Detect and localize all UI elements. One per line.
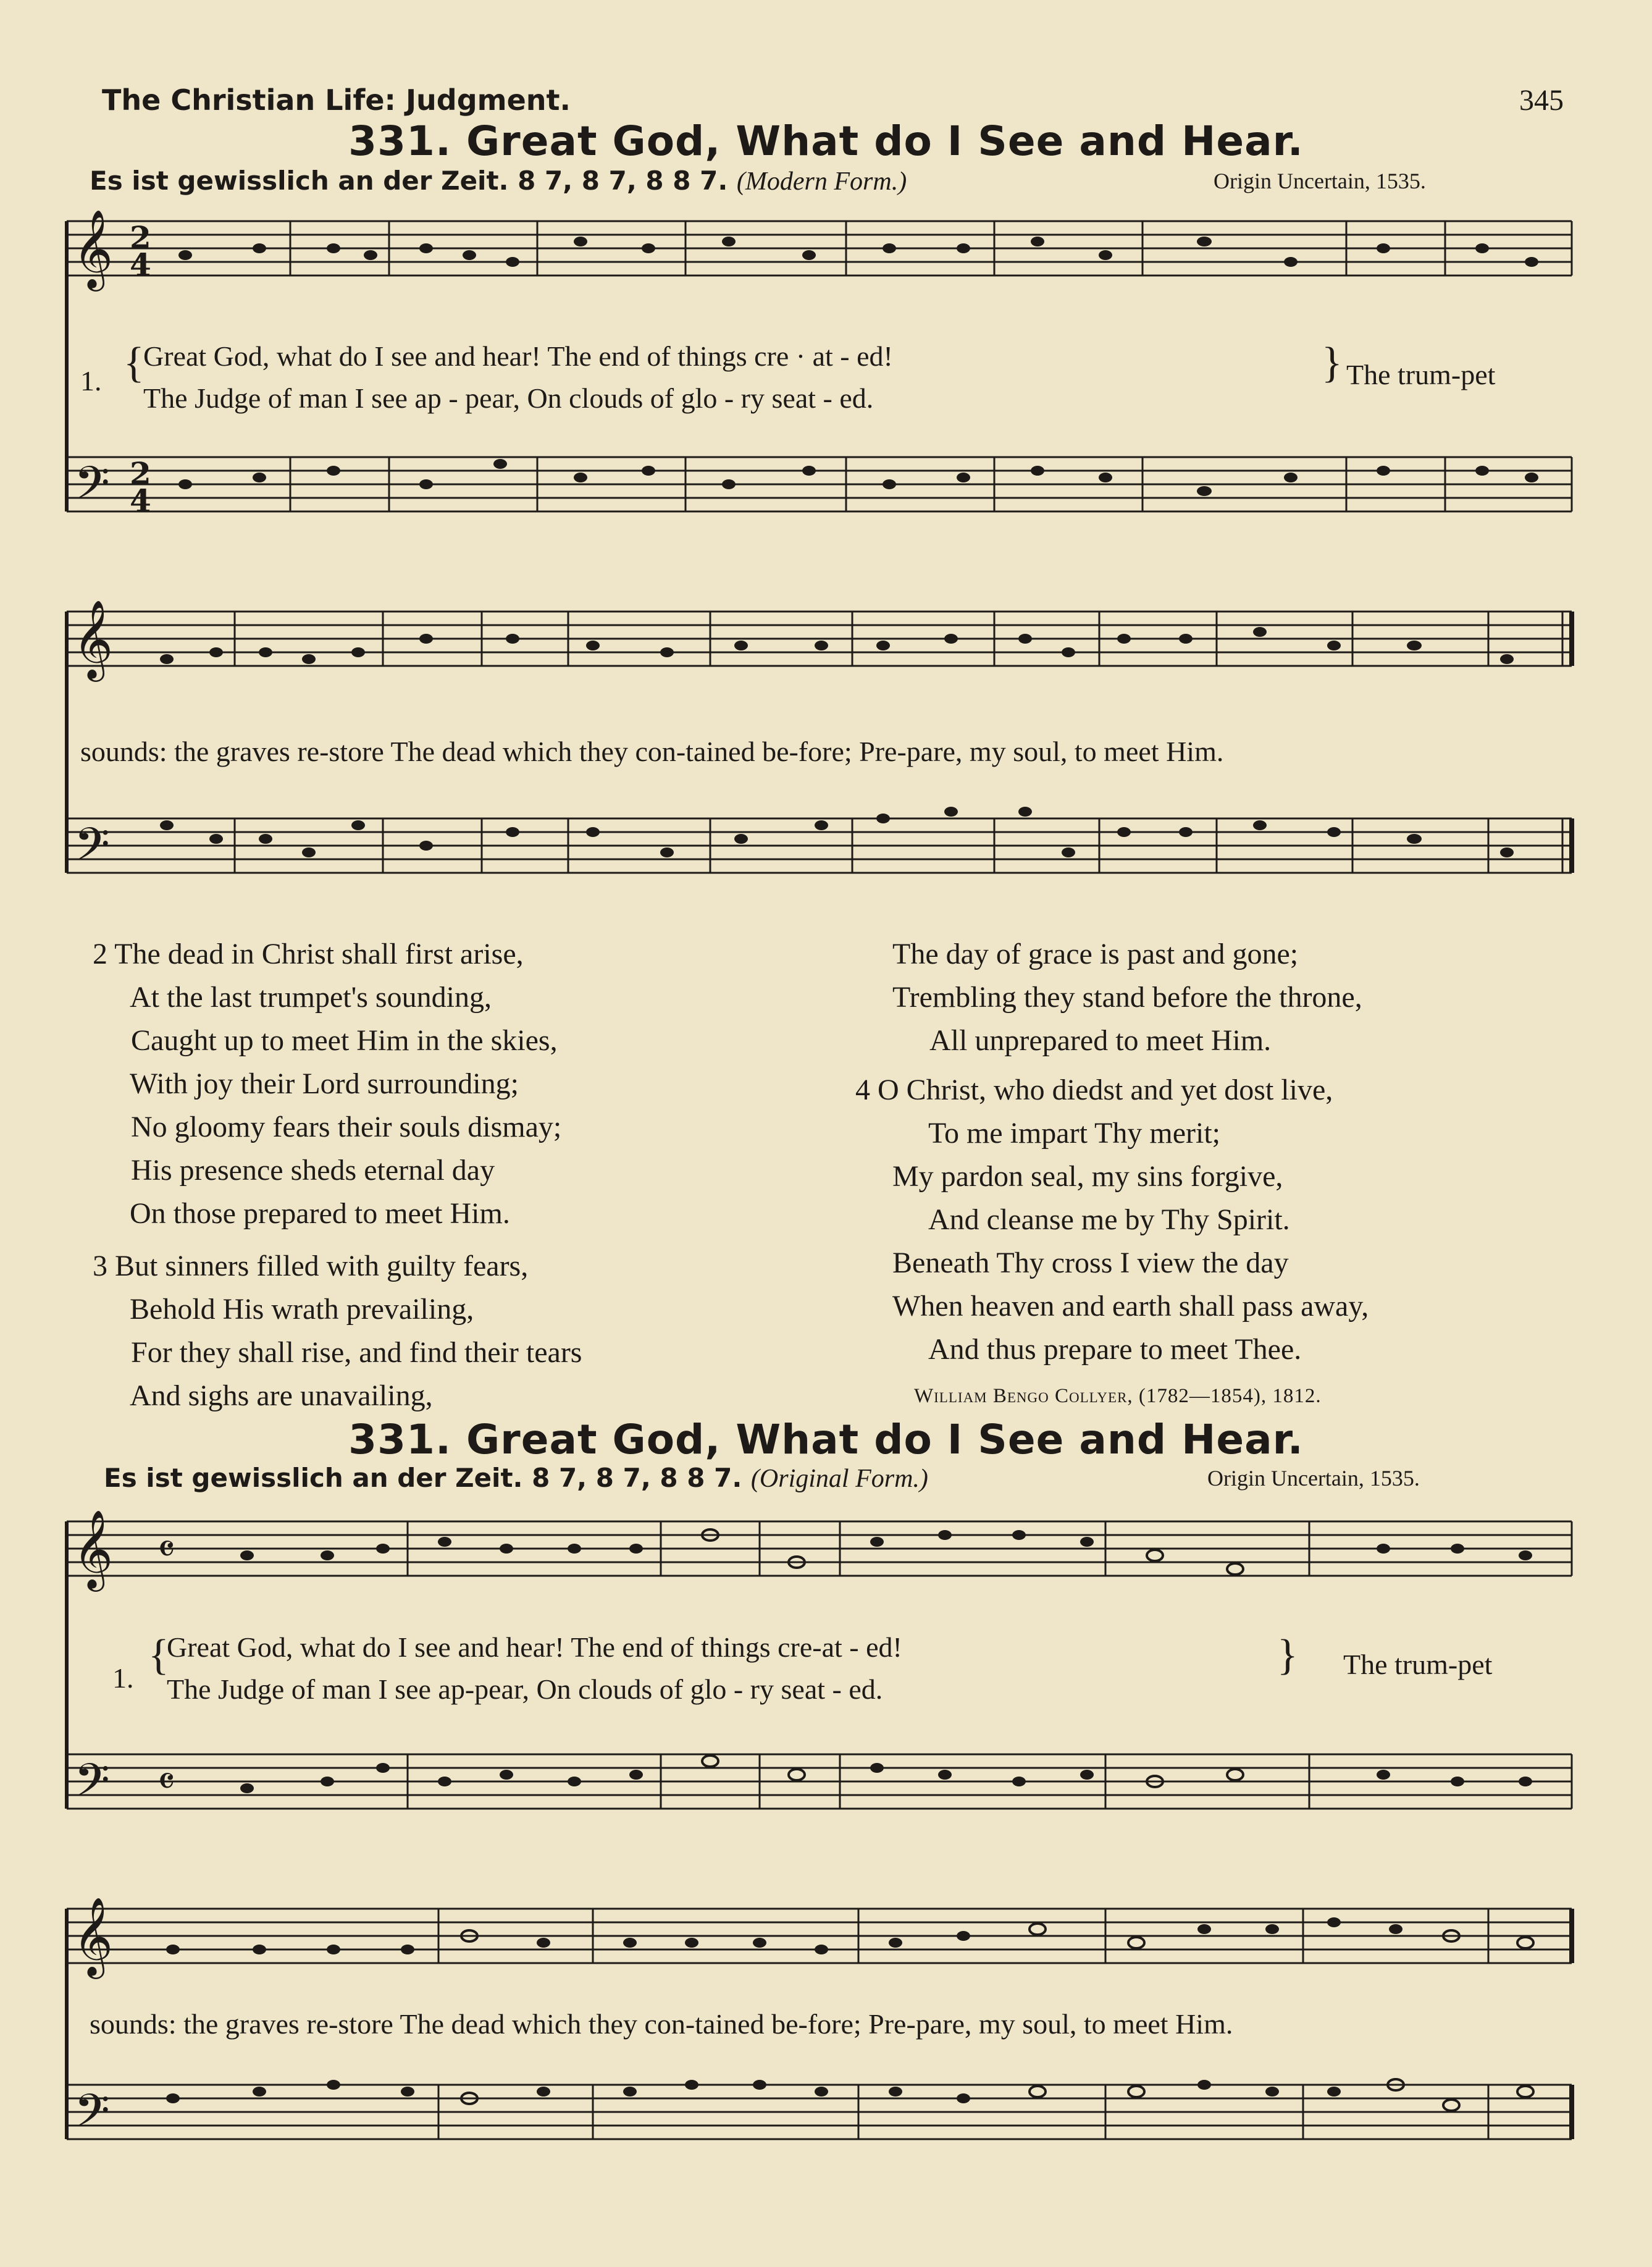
staff-lines-original-s1-treble — [67, 1521, 1572, 1576]
verse1-line1-original: Great God, what do I see and hear! The end of things cre-at - ed! — [167, 1631, 902, 1663]
staff-lines-original-s1-bass — [67, 1754, 1572, 1809]
verse-line: Caught up to meet Him in the skies, — [131, 1024, 558, 1057]
common-time-icon: 𝄴 — [157, 1527, 175, 1573]
verse-line: 2 The dead in Christ shall first arise, — [93, 938, 524, 970]
running-head: The Christian Life: Judgment. — [102, 83, 571, 117]
hymn-title-original: 331. Great God, What do I See and Hear. — [348, 1416, 1304, 1463]
svg-text:𝄞: 𝄞 — [73, 1509, 114, 1588]
verse-line: When heaven and earth shall pass away, — [892, 1290, 1369, 1323]
treble-clef-icon: 𝄞 — [73, 209, 114, 288]
tune-name: Es ist gewisslich an der Zeit. — [90, 166, 509, 196]
hymn-title-modern: 331. Great God, What do I See and Hear. — [348, 117, 1304, 165]
verse1-number-original: 1. — [112, 1662, 134, 1694]
verse1-line2-original: The Judge of man I see ap-pear, On clouds of glo - ry seat - ed. — [167, 1673, 883, 1705]
time-sig-top-bass: 2 — [130, 455, 151, 492]
verse-2 — [93, 933, 561, 1235]
verse1-line2-modern: The Judge of man I see ap - pear, On clouds of glo - ry seat - ed. — [143, 382, 874, 414]
verse-line: All unprepared to meet Him. — [929, 1024, 1272, 1057]
svg-text:𝄢: 𝄢 — [74, 2084, 110, 2149]
bass-clef-icon: 𝄢 — [74, 456, 110, 521]
time-sig-top: 2 — [130, 219, 151, 256]
tune-meter: 8 7, 8 7, 8 8 7. — [532, 1463, 742, 1493]
time-sig-bottom: 4 — [130, 246, 151, 283]
verse-line: With joy their Lord surrounding; — [130, 1067, 519, 1100]
tune-meter: 8 7, 8 7, 8 8 7. — [518, 166, 728, 196]
system2-lyric-modern: sounds: the graves re-store The dead which they con-tained be-fore; Pre-pare, my soul, to meet Him. — [80, 736, 1224, 767]
verse-line: Trembling they stand before the throne, — [892, 981, 1362, 1014]
svg-text:𝄢: 𝄢 — [74, 818, 110, 883]
brace-open-icon: { — [124, 339, 145, 387]
tune-form: (Modern Form.) — [736, 167, 907, 196]
verse-line: The day of grace is past and gone; — [892, 938, 1299, 970]
verse-line: 3 But sinners filled with guilty fears, — [93, 1250, 529, 1282]
brace-close-icon: } — [1322, 339, 1343, 387]
svg-text:𝄞: 𝄞 — [73, 599, 114, 678]
staff-lines-original-s2-treble — [67, 1909, 1572, 1963]
verse1-continuation-original: The trum-pet — [1343, 1649, 1493, 1680]
page-number: 345 — [1519, 84, 1564, 117]
system2-lyric-original: sounds: the graves re-store The dead which they con-tained be-fore; Pre-pare, my soul, to meet Him. — [90, 2008, 1233, 2040]
verse-line: At the last trumpet's sounding, — [130, 981, 492, 1014]
verse-line: And sighs are unavailing, — [130, 1379, 433, 1412]
time-sig-bottom-bass: 4 — [130, 482, 151, 519]
tune-origin-modern: Origin Uncertain, 1535. — [1214, 169, 1426, 193]
verse-line: And thus prepare to meet Thee. — [928, 1333, 1302, 1366]
verse1-continuation-modern: The trum-pet — [1346, 359, 1496, 390]
brace-close-icon: } — [1277, 1631, 1298, 1679]
verse-line: And cleanse me by Thy Spirit. — [928, 1203, 1290, 1236]
verse-4 — [855, 1069, 1369, 1371]
svg-text:𝄞: 𝄞 — [73, 1896, 114, 1975]
verse-3-continued — [892, 933, 1362, 1062]
verse-line: To me impart Thy merit; — [928, 1117, 1220, 1150]
verse-line: Behold His wrath prevailing, — [130, 1293, 474, 1326]
svg-text:𝄴: 𝄴 — [157, 1759, 175, 1805]
verse-line: Beneath Thy cross I view the day — [892, 1247, 1289, 1279]
verse-line: My pardon seal, my sins forgive, — [892, 1160, 1283, 1193]
staff-lines-modern-s2-treble — [67, 612, 1572, 666]
verse1-line1-modern: Great God, what do I see and hear! The end of things cre · at - ed! — [143, 340, 893, 372]
hymn-author: William Bengo Collyer, (1782—1854), 1812. — [914, 1385, 1322, 1407]
verse-line: 4 O Christ, who diedst and yet dost live, — [855, 1074, 1333, 1106]
verse-line: His presence sheds eternal day — [131, 1154, 495, 1187]
verse-line: For they shall rise, and find their tears — [131, 1336, 582, 1369]
tune-info-original — [104, 1463, 928, 1494]
verse-line: On those prepared to meet Him. — [130, 1197, 510, 1230]
verse-line: No gloomy fears their souls dismay; — [131, 1111, 562, 1143]
brace-open-icon: { — [148, 1631, 169, 1679]
verse-3 — [93, 1245, 582, 1418]
tune-form: (Original Form.) — [750, 1465, 928, 1493]
tune-origin-original: Origin Uncertain, 1535. — [1207, 1466, 1420, 1491]
tune-name: Es ist gewisslich an der Zeit. — [104, 1463, 523, 1493]
svg-text:𝄢: 𝄢 — [74, 1754, 110, 1819]
verse1-number-modern: 1. — [80, 365, 102, 397]
